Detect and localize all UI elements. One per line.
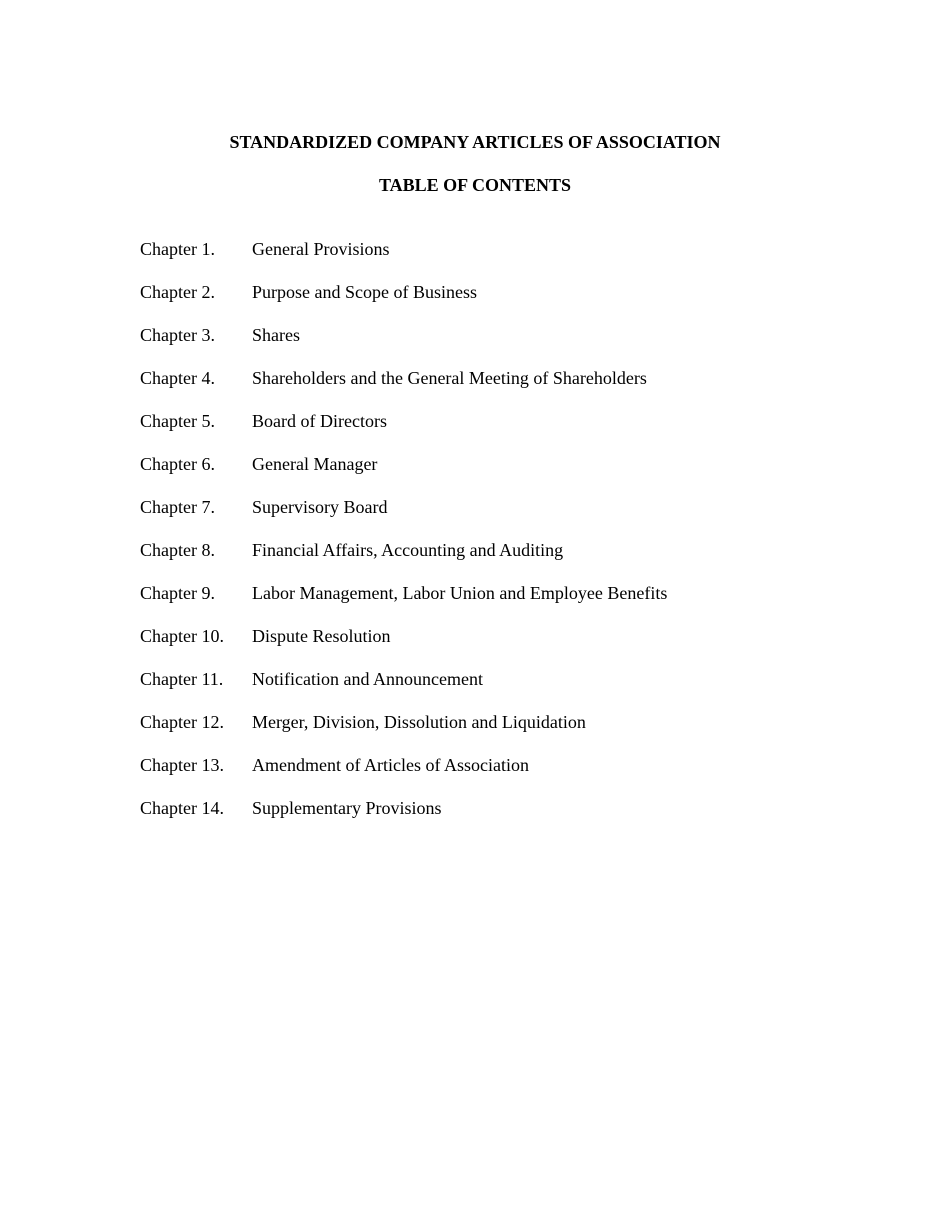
toc-entry-11 xyxy=(140,667,840,710)
chapter-number: Chapter 14. xyxy=(140,798,224,818)
chapter-number: Chapter 9. xyxy=(140,583,215,603)
chapter-title: Merger, Division, Dissolution and Liquidation xyxy=(252,712,586,732)
chapter-number: Chapter 10. xyxy=(140,626,224,646)
chapter-number: Chapter 8. xyxy=(140,540,215,560)
toc-entry-5 xyxy=(140,409,840,452)
chapter-title: Shares xyxy=(252,325,300,345)
toc-entry-9 xyxy=(140,581,840,624)
chapter-number: Chapter 7. xyxy=(140,497,215,517)
chapter-number: Chapter 11. xyxy=(140,669,224,689)
chapter-number: Chapter 5. xyxy=(140,411,215,431)
chapter-number: Chapter 4. xyxy=(140,368,215,388)
chapter-number: Chapter 1. xyxy=(140,239,215,259)
toc-list xyxy=(140,237,840,839)
chapter-number: Chapter 6. xyxy=(140,454,215,474)
toc-entry-1 xyxy=(140,237,840,280)
chapter-number: Chapter 3. xyxy=(140,325,215,345)
chapter-title: Shareholders and the General Meeting of Shareholders xyxy=(252,368,647,388)
toc-entry-14 xyxy=(140,796,840,839)
toc-entry-10 xyxy=(140,624,840,667)
chapter-title: Labor Management, Labor Union and Employee Benefits xyxy=(252,583,668,603)
toc-entry-6 xyxy=(140,452,840,495)
chapter-title: Amendment of Articles of Association xyxy=(252,755,529,775)
chapter-title: Supervisory Board xyxy=(252,497,388,517)
chapter-number: Chapter 13. xyxy=(140,755,224,775)
chapter-title: General Manager xyxy=(252,454,378,474)
chapter-title: Financial Affairs, Accounting and Auditing xyxy=(252,540,564,560)
chapter-title: Purpose and Scope of Business xyxy=(252,282,477,302)
chapter-title: Notification and Announcement xyxy=(252,669,483,689)
toc-entry-7 xyxy=(140,495,840,538)
chapter-number: Chapter 2. xyxy=(140,282,215,302)
chapter-title: Dispute Resolution xyxy=(252,626,391,646)
toc-entry-3 xyxy=(140,323,840,366)
toc-entry-2 xyxy=(140,280,840,323)
toc-entry-13 xyxy=(140,753,840,796)
toc-entry-4 xyxy=(140,366,840,409)
document-title: STANDARDIZED COMPANY ARTICLES OF ASSOCIATION xyxy=(229,132,721,152)
toc-entry-12 xyxy=(140,710,840,753)
chapter-title: General Provisions xyxy=(252,239,390,259)
toc-entry-8 xyxy=(140,538,840,581)
chapter-number: Chapter 12. xyxy=(140,712,224,732)
chapter-title: Supplementary Provisions xyxy=(252,798,442,818)
chapter-title: Board of Directors xyxy=(252,411,387,431)
toc-heading: TABLE OF CONTENTS xyxy=(378,175,572,195)
